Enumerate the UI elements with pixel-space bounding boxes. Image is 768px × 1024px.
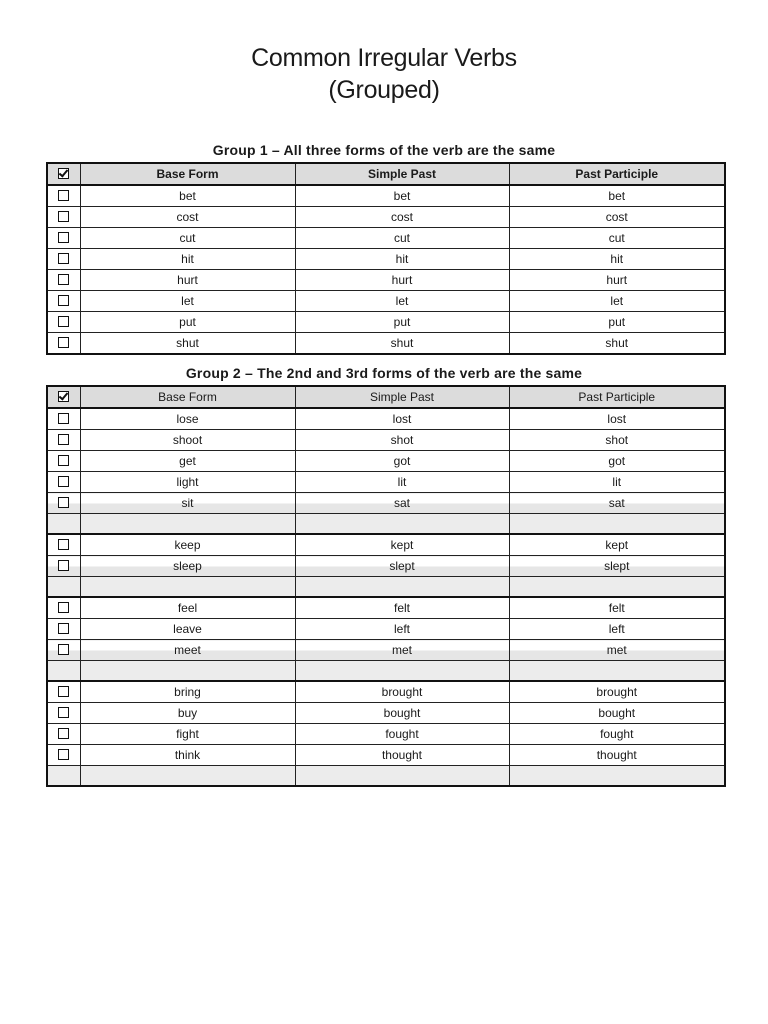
header-past-participle: Past Participle <box>509 386 725 408</box>
checkbox-icon <box>58 190 69 201</box>
past-participle-cell: slept <box>509 556 725 577</box>
past-participle-cell: met <box>509 640 725 661</box>
base-form-cell: fight <box>80 724 295 745</box>
checkbox-icon <box>58 686 69 697</box>
row-checkbox[interactable] <box>47 430 80 451</box>
simple-past-cell: shut <box>295 333 509 355</box>
checkbox-checked-icon <box>58 168 69 179</box>
header-simple-past: Simple Past <box>295 163 509 185</box>
base-form-cell: cut <box>80 228 295 249</box>
row-checkbox[interactable] <box>47 472 80 493</box>
checkbox-icon <box>58 539 69 550</box>
row-checkbox[interactable] <box>47 724 80 745</box>
base-form-cell: bet <box>80 185 295 207</box>
table-row <box>47 724 725 745</box>
base-form-cell: hit <box>80 249 295 270</box>
separator-row <box>47 577 725 598</box>
row-checkbox[interactable] <box>47 312 80 333</box>
base-form-cell: bring <box>80 681 295 703</box>
page-title: Common Irregular Verbs <box>251 44 517 72</box>
checkbox-icon <box>58 274 69 285</box>
row-checkbox[interactable] <box>47 703 80 724</box>
past-participle-cell: let <box>509 291 725 312</box>
checkbox-icon <box>58 413 69 424</box>
table-row <box>47 703 725 724</box>
table-row <box>47 249 725 270</box>
simple-past-cell: kept <box>295 534 509 556</box>
checkbox-icon <box>58 337 69 348</box>
checkbox-icon <box>58 560 69 571</box>
checkbox-icon <box>58 707 69 718</box>
table-row <box>47 430 725 451</box>
row-checkbox[interactable] <box>47 228 80 249</box>
simple-past-cell: cost <box>295 207 509 228</box>
past-participle-cell: put <box>509 312 725 333</box>
table-row <box>47 185 725 207</box>
base-form-cell: light <box>80 472 295 493</box>
past-participle-cell: left <box>509 619 725 640</box>
table-row <box>47 451 725 472</box>
table-row <box>47 472 725 493</box>
checkbox-icon <box>58 623 69 634</box>
simple-past-cell: met <box>295 640 509 661</box>
past-participle-cell: lost <box>509 408 725 430</box>
table-row <box>47 228 725 249</box>
row-checkbox[interactable] <box>47 270 80 291</box>
simple-past-cell: thought <box>295 745 509 766</box>
simple-past-cell: lost <box>295 408 509 430</box>
table-row <box>47 556 725 577</box>
separator-row <box>47 661 725 682</box>
base-form-cell: buy <box>80 703 295 724</box>
simple-past-cell: bet <box>295 185 509 207</box>
table-row <box>47 534 725 556</box>
checkbox-checked-icon <box>58 391 69 402</box>
select-all-checkbox[interactable] <box>47 163 80 185</box>
table-row <box>47 312 725 333</box>
group1-heading: Group 1 – All three forms of the verb are the same <box>212 142 556 158</box>
simple-past-cell: shot <box>295 430 509 451</box>
header-base-form: Base Form <box>80 163 295 185</box>
table-row <box>47 493 725 514</box>
table-row <box>47 681 725 703</box>
past-participle-cell: bought <box>509 703 725 724</box>
checkbox-icon <box>58 455 69 466</box>
table-header-row <box>47 386 725 408</box>
checkbox-icon <box>58 602 69 613</box>
simple-past-cell: left <box>295 619 509 640</box>
separator-row <box>47 766 725 787</box>
row-checkbox[interactable] <box>47 291 80 312</box>
simple-past-cell: sat <box>295 493 509 514</box>
checkbox-icon <box>58 644 69 655</box>
checkbox-icon <box>58 749 69 760</box>
simple-past-cell: fought <box>295 724 509 745</box>
row-checkbox[interactable] <box>47 681 80 703</box>
base-form-cell: hurt <box>80 270 295 291</box>
row-checkbox[interactable] <box>47 207 80 228</box>
table-header-row <box>47 163 725 185</box>
row-checkbox[interactable] <box>47 640 80 661</box>
checkbox-icon <box>58 476 69 487</box>
table-row <box>47 333 725 355</box>
table-row <box>47 408 725 430</box>
row-checkbox[interactable] <box>47 408 80 430</box>
header-base-form: Base Form <box>80 386 295 408</box>
past-participle-cell: felt <box>509 597 725 619</box>
past-participle-cell: got <box>509 451 725 472</box>
past-participle-cell: shut <box>509 333 725 355</box>
past-participle-cell: hit <box>509 249 725 270</box>
base-form-cell: lose <box>80 408 295 430</box>
header-past-participle: Past Participle <box>509 163 725 185</box>
checkbox-icon <box>58 316 69 327</box>
separator-row <box>47 514 725 535</box>
table-row <box>47 207 725 228</box>
base-form-cell: shoot <box>80 430 295 451</box>
checkbox-icon <box>58 211 69 222</box>
row-checkbox[interactable] <box>47 745 80 766</box>
row-checkbox[interactable] <box>47 534 80 556</box>
simple-past-cell: put <box>295 312 509 333</box>
table-row <box>47 619 725 640</box>
simple-past-cell: lit <box>295 472 509 493</box>
simple-past-cell: brought <box>295 681 509 703</box>
table-row <box>47 745 725 766</box>
checkbox-icon <box>58 295 69 306</box>
group2-table <box>46 385 726 787</box>
row-checkbox[interactable] <box>47 556 80 577</box>
row-checkbox[interactable] <box>47 619 80 640</box>
checkbox-icon <box>58 497 69 508</box>
past-participle-cell: fought <box>509 724 725 745</box>
past-participle-cell: sat <box>509 493 725 514</box>
simple-past-cell: felt <box>295 597 509 619</box>
past-participle-cell: kept <box>509 534 725 556</box>
past-participle-cell: lit <box>509 472 725 493</box>
past-participle-cell: brought <box>509 681 725 703</box>
checkbox-icon <box>58 253 69 264</box>
row-checkbox[interactable] <box>47 451 80 472</box>
base-form-cell: sleep <box>80 556 295 577</box>
page-subtitle: (Grouped) <box>328 76 440 104</box>
past-participle-cell: bet <box>509 185 725 207</box>
simple-past-cell: hit <box>295 249 509 270</box>
row-checkbox[interactable] <box>47 185 80 207</box>
base-form-cell: meet <box>80 640 295 661</box>
base-form-cell: cost <box>80 207 295 228</box>
simple-past-cell: bought <box>295 703 509 724</box>
base-form-cell: let <box>80 291 295 312</box>
past-participle-cell: shot <box>509 430 725 451</box>
table-row <box>47 291 725 312</box>
past-participle-cell: thought <box>509 745 725 766</box>
table-row <box>47 640 725 661</box>
simple-past-cell: slept <box>295 556 509 577</box>
past-participle-cell: hurt <box>509 270 725 291</box>
simple-past-cell: got <box>295 451 509 472</box>
base-form-cell: get <box>80 451 295 472</box>
base-form-cell: put <box>80 312 295 333</box>
checkbox-icon <box>58 232 69 243</box>
table-row <box>47 270 725 291</box>
table-row <box>47 597 725 619</box>
select-all-checkbox[interactable] <box>47 386 80 408</box>
base-form-cell: think <box>80 745 295 766</box>
row-checkbox[interactable] <box>47 249 80 270</box>
checkbox-icon <box>58 728 69 739</box>
row-checkbox[interactable] <box>47 493 80 514</box>
simple-past-cell: cut <box>295 228 509 249</box>
base-form-cell: shut <box>80 333 295 355</box>
simple-past-cell: let <box>295 291 509 312</box>
base-form-cell: feel <box>80 597 295 619</box>
checkbox-icon <box>58 434 69 445</box>
base-form-cell: keep <box>80 534 295 556</box>
simple-past-cell: hurt <box>295 270 509 291</box>
base-form-cell: leave <box>80 619 295 640</box>
group2-heading: Group 2 – The 2nd and 3rd forms of the verb are the same <box>185 365 583 381</box>
past-participle-cell: cost <box>509 207 725 228</box>
group1-table <box>46 162 726 355</box>
base-form-cell: sit <box>80 493 295 514</box>
row-checkbox[interactable] <box>47 333 80 355</box>
header-simple-past: Simple Past <box>295 386 509 408</box>
row-checkbox[interactable] <box>47 597 80 619</box>
past-participle-cell: cut <box>509 228 725 249</box>
